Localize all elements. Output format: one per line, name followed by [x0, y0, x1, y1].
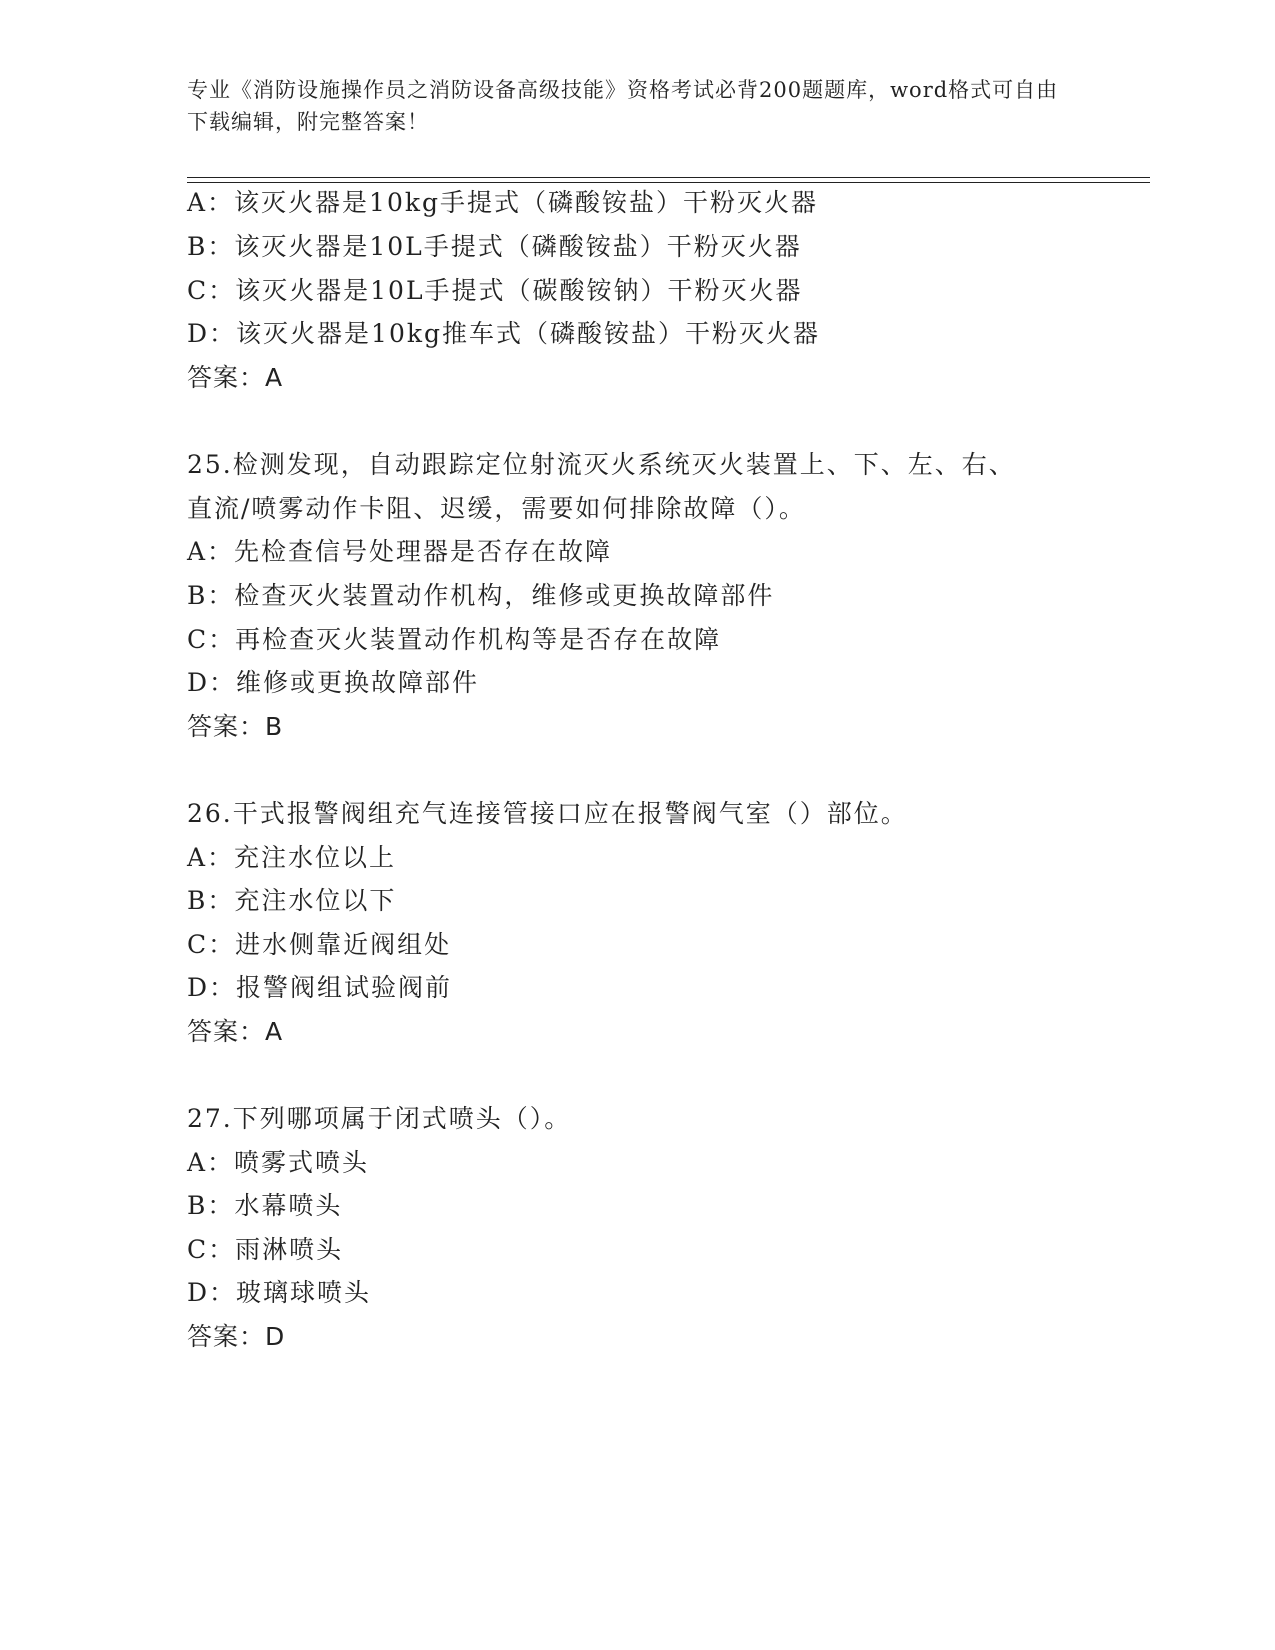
option-b: B：水幕喷头 — [187, 1191, 343, 1220]
option-d: D：该灭火器是10kg推车式（磷酸铵盐）干粉灭火器 — [187, 319, 821, 348]
option-a: A：充注水位以上 — [187, 843, 397, 872]
answer: 答案：A — [187, 1017, 284, 1046]
option-d: D：报警阀组试验阀前 — [187, 973, 453, 1002]
option-c: C：该灭火器是10L手提式（碳酸铵钠）干粉灭火器 — [187, 276, 803, 305]
document-header: 专业《消防设施操作员之消防设备高级技能》资格考试必背200题题库，word格式可自由下载编辑，附完整答案！ — [187, 78, 1059, 134]
option-b: B：检查灭火装置动作机构，维修或更换故障部件 — [187, 581, 775, 610]
option-a: A：该灭火器是10kg手提式（磷酸铵盐）干粉灭火器 — [187, 188, 819, 217]
question-text: 27.下列哪项属于闭式喷头（）。 — [187, 1104, 572, 1133]
question-text: 26.干式报警阀组充气连接管接口应在报警阀气室（）部位。 — [187, 799, 908, 828]
question-text: 直流/喷雾动作卡阻、迟缓，需要如何排除故障（）。 — [187, 494, 806, 523]
option-c: C：雨淋喷头 — [187, 1235, 344, 1264]
answer: 答案：D — [187, 1322, 286, 1351]
option-a: A：先检查信号处理器是否存在故障 — [187, 537, 613, 566]
option-b: B：充注水位以下 — [187, 886, 397, 915]
answer: 答案：B — [187, 712, 284, 741]
question-text: 25.检测发现，自动跟踪定位射流灭火系统灭火装置上、下、左、右、 — [187, 450, 1016, 479]
option-b: B：该灭火器是10L手提式（磷酸铵盐）干粉灭火器 — [187, 232, 802, 261]
option-d: D：维修或更换故障部件 — [187, 668, 480, 697]
option-d: D：玻璃球喷头 — [187, 1278, 372, 1307]
header-divider-bottom — [187, 182, 1150, 183]
option-c: C：再检查灭火装置动作机构等是否存在故障 — [187, 625, 722, 654]
answer: 答案：A — [187, 363, 284, 392]
option-c: C：进水侧靠近阀组处 — [187, 930, 452, 959]
header-divider-top — [187, 177, 1150, 178]
option-a: A：喷雾式喷头 — [187, 1148, 370, 1177]
